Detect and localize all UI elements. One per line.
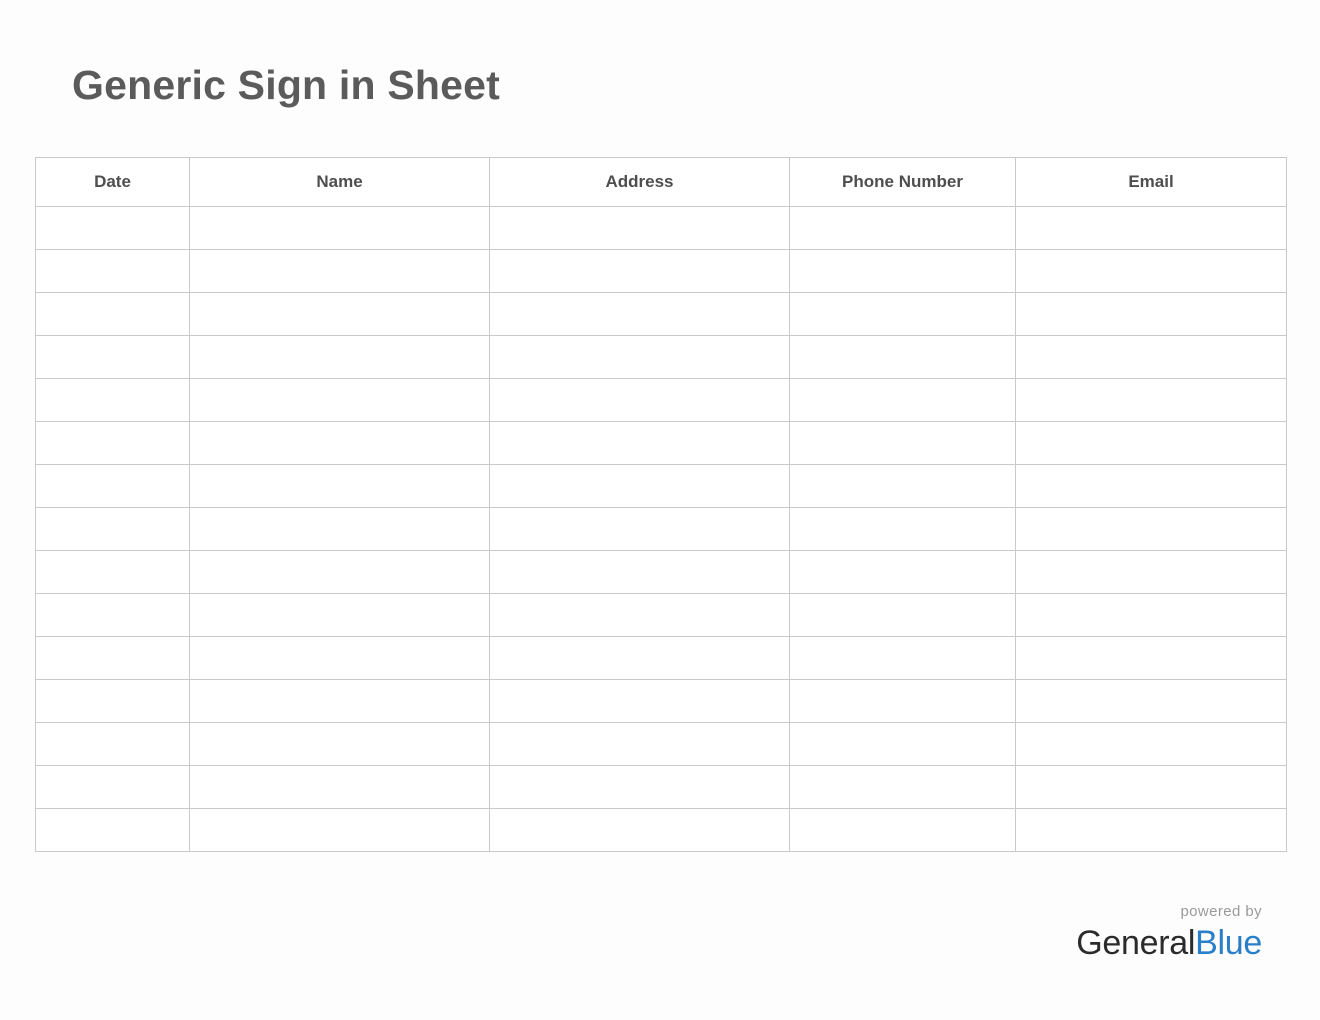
cell-address[interactable]	[490, 336, 790, 379]
cell-date[interactable]	[36, 422, 190, 465]
cell-address[interactable]	[490, 293, 790, 336]
cell-name[interactable]	[190, 637, 490, 680]
cell-address[interactable]	[490, 465, 790, 508]
cell-name[interactable]	[190, 551, 490, 594]
table-body	[36, 207, 1287, 852]
cell-address[interactable]	[490, 637, 790, 680]
cell-phone[interactable]	[790, 809, 1016, 852]
cell-email[interactable]	[1016, 723, 1287, 766]
cell-date[interactable]	[36, 465, 190, 508]
cell-phone[interactable]	[790, 551, 1016, 594]
cell-address[interactable]	[490, 207, 790, 250]
table-row	[36, 680, 1287, 723]
column-header-date: Date	[36, 158, 190, 207]
brand-footer	[1076, 904, 1262, 960]
cell-email[interactable]	[1016, 293, 1287, 336]
table-row	[36, 637, 1287, 680]
brand-name-blue: Blue	[1195, 924, 1262, 962]
cell-address[interactable]	[490, 594, 790, 637]
cell-date[interactable]	[36, 508, 190, 551]
cell-name[interactable]	[190, 680, 490, 723]
cell-phone[interactable]	[790, 422, 1016, 465]
table-row	[36, 207, 1287, 250]
cell-name[interactable]	[190, 723, 490, 766]
cell-phone[interactable]	[790, 594, 1016, 637]
cell-address[interactable]	[490, 379, 790, 422]
column-header-name: Name	[190, 158, 490, 207]
cell-phone[interactable]	[790, 465, 1016, 508]
cell-address[interactable]	[490, 508, 790, 551]
cell-phone[interactable]	[790, 293, 1016, 336]
table-row	[36, 293, 1287, 336]
cell-email[interactable]	[1016, 508, 1287, 551]
table-row	[36, 250, 1287, 293]
powered-by-label: powered by	[1180, 903, 1262, 920]
column-header-phone-number: Phone Number	[790, 158, 1016, 207]
cell-phone[interactable]	[790, 336, 1016, 379]
page-title: Generic Sign in Sheet	[72, 62, 500, 108]
cell-phone[interactable]	[790, 508, 1016, 551]
cell-address[interactable]	[490, 809, 790, 852]
cell-phone[interactable]	[790, 766, 1016, 809]
cell-email[interactable]	[1016, 465, 1287, 508]
cell-address[interactable]	[490, 250, 790, 293]
cell-date[interactable]	[36, 637, 190, 680]
table-row	[36, 551, 1287, 594]
table-row	[36, 336, 1287, 379]
cell-email[interactable]	[1016, 637, 1287, 680]
table-header-row	[36, 158, 1287, 207]
cell-name[interactable]	[190, 465, 490, 508]
cell-email[interactable]	[1016, 422, 1287, 465]
cell-name[interactable]	[190, 379, 490, 422]
cell-email[interactable]	[1016, 809, 1287, 852]
column-header-email: Email	[1016, 158, 1287, 207]
cell-name[interactable]	[190, 293, 490, 336]
cell-phone[interactable]	[790, 250, 1016, 293]
cell-date[interactable]	[36, 336, 190, 379]
cell-phone[interactable]	[790, 680, 1016, 723]
cell-date[interactable]	[36, 594, 190, 637]
cell-address[interactable]	[490, 723, 790, 766]
cell-name[interactable]	[190, 508, 490, 551]
cell-date[interactable]	[36, 293, 190, 336]
column-header-address: Address	[490, 158, 790, 207]
cell-date[interactable]	[36, 250, 190, 293]
cell-name[interactable]	[190, 250, 490, 293]
table-row	[36, 809, 1287, 852]
table-row	[36, 422, 1287, 465]
cell-date[interactable]	[36, 766, 190, 809]
cell-date[interactable]	[36, 809, 190, 852]
cell-date[interactable]	[36, 680, 190, 723]
table-row	[36, 766, 1287, 809]
table-row	[36, 465, 1287, 508]
cell-email[interactable]	[1016, 250, 1287, 293]
cell-date[interactable]	[36, 207, 190, 250]
cell-phone[interactable]	[790, 379, 1016, 422]
table-header	[36, 158, 1287, 207]
cell-address[interactable]	[490, 422, 790, 465]
cell-email[interactable]	[1016, 680, 1287, 723]
cell-phone[interactable]	[790, 207, 1016, 250]
cell-email[interactable]	[1016, 766, 1287, 809]
table-row	[36, 594, 1287, 637]
cell-date[interactable]	[36, 551, 190, 594]
cell-date[interactable]	[36, 723, 190, 766]
cell-phone[interactable]	[790, 723, 1016, 766]
cell-name[interactable]	[190, 809, 490, 852]
cell-name[interactable]	[190, 766, 490, 809]
cell-address[interactable]	[490, 766, 790, 809]
sign-in-sheet-table	[35, 157, 1287, 852]
cell-email[interactable]	[1016, 336, 1287, 379]
cell-name[interactable]	[190, 422, 490, 465]
table-row	[36, 723, 1287, 766]
cell-email[interactable]	[1016, 379, 1287, 422]
cell-date[interactable]	[36, 379, 190, 422]
cell-name[interactable]	[190, 207, 490, 250]
brand-name-general: General	[1076, 924, 1196, 962]
cell-name[interactable]	[190, 336, 490, 379]
cell-address[interactable]	[490, 551, 790, 594]
brand-logo	[1076, 924, 1262, 962]
table-row	[36, 379, 1287, 422]
cell-address[interactable]	[490, 680, 790, 723]
cell-email[interactable]	[1016, 551, 1287, 594]
cell-email[interactable]	[1016, 594, 1287, 637]
cell-phone[interactable]	[790, 637, 1016, 680]
table-row	[36, 508, 1287, 551]
cell-name[interactable]	[190, 594, 490, 637]
cell-email[interactable]	[1016, 207, 1287, 250]
